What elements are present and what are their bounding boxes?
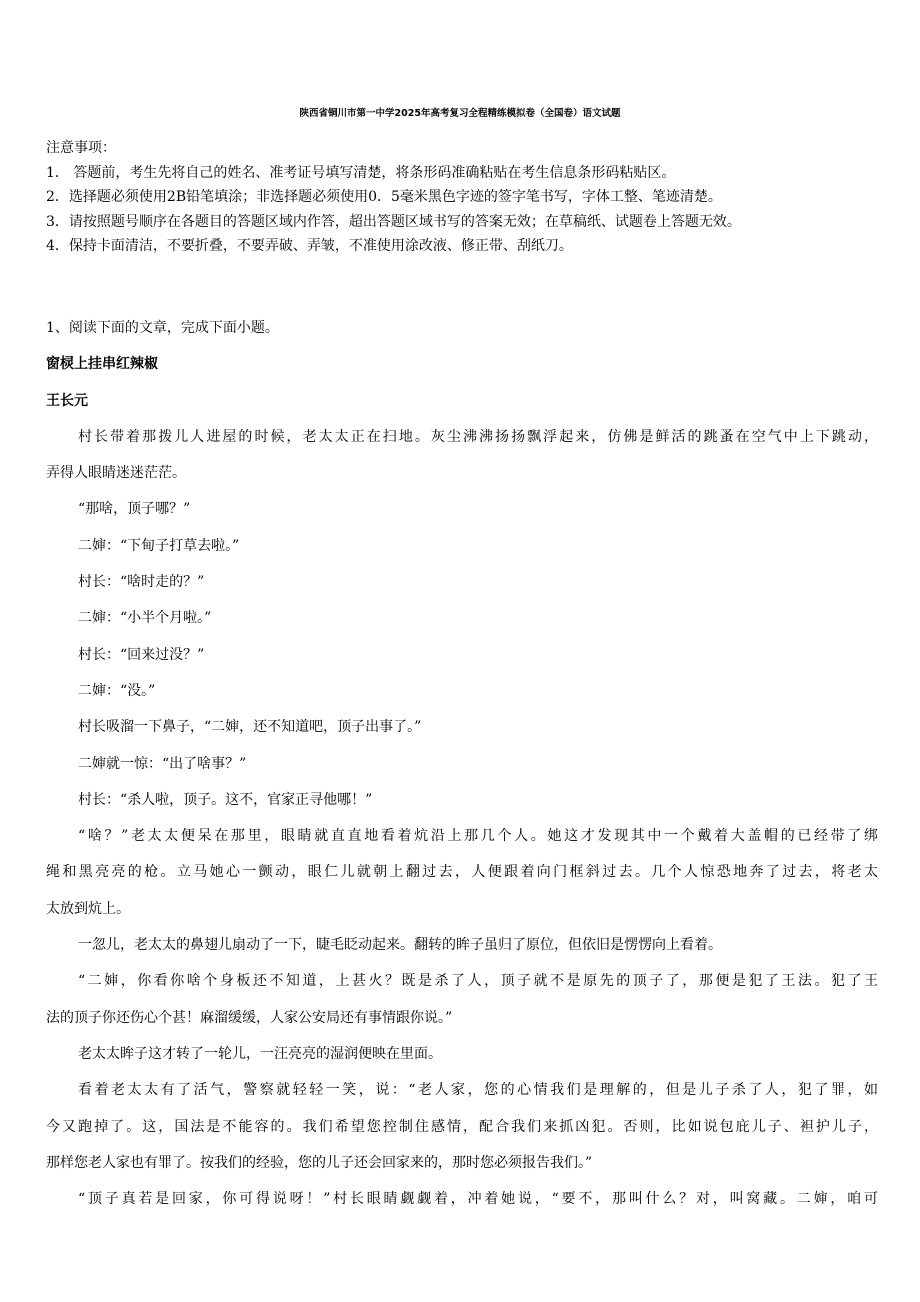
page-title: 陕西省铜川市第一中学2025年高考复习全程精练模拟卷（全国卷）语文试题 <box>299 108 621 119</box>
notes-heading: 注意事项： <box>46 140 116 156</box>
article-line: 今又跑掉了。这，国法是不能容的。我们希望您控制住感情，配合我们来抓凶犯。否则，比如说包庇儿子、袒护儿子， <box>46 1118 878 1135</box>
article-line: “啥？”老太太便呆在那里，眼睛就直直地看着炕沿上那几个人。她这才发现其中一个戴着大盖帽的已经带了绑 <box>78 828 878 845</box>
question-body <box>46 310 878 1217</box>
question-prompt: 1、阅读下面的文章，完成下面小题。 <box>46 320 279 336</box>
article-line: “二婶，你看你啥个身板还不知道，上甚火？既是杀了人，顶子就不是原先的顶子了，那便是犯了王法。犯了王 <box>78 973 878 990</box>
article-line: 二婶：“下甸子打草去啦。” <box>78 537 240 554</box>
article-line: 村长带着那拨儿人进屋的时候，老太太正在扫地。灰尘沸沸扬扬飘浮起来，仿佛是鲜活的跳蚤在空气中上下跳动， <box>78 428 878 445</box>
article-line: 那样您老人家也有罪了。按我们的经验，您的儿子还会回家来的，那时您必须报告我们。” <box>46 1154 593 1171</box>
article-line: 村长：“回来过没？” <box>78 646 205 663</box>
article-line: “顶子真若是回家，你可得说呀！”村长眼睛觑觑着，冲着她说，“要不，那叫什么？对，叫窝藏。二婶，咱可 <box>78 1191 878 1208</box>
article-line: 绳和黑亮亮的枪。立马她心一颤动，眼仁儿就朝上翻过去，人便跟着向门框斜过去。几个人惊恐地奔了过去，将老太 <box>46 864 878 881</box>
notes-item: 4．保持卡面清洁，不要折叠，不要弄破、弄皱，不准使用涂改液、修正带、刮纸刀。 <box>46 238 573 254</box>
article-line: 二婶：“小半个月啦。” <box>78 610 212 627</box>
article-line: 弄得人眼睛迷迷茫茫。 <box>46 465 186 482</box>
article-line: 村长吸溜一下鼻子，“二婶，还不知道吧，顶子出事了。” <box>78 719 422 736</box>
article-line: 村长：“啥时走的？” <box>78 574 205 591</box>
article-line: 村长：“杀人啦，顶子。这不，官家正寻他哪！” <box>78 791 373 808</box>
article-line: 法的顶子你还伤心个甚！麻溜缓缓，人家公安局还有事情跟你说。” <box>46 1009 453 1026</box>
notes-item: 3．请按照题号顺序在各题目的答题区域内作答，超出答题区域书写的答案无效；在草稿纸、试题卷上答题无效。 <box>46 213 741 230</box>
article-title: 窗棂上挂串红辣椒 <box>46 356 158 373</box>
article-author: 王长元 <box>46 392 88 409</box>
article-line: 二婶：“没。” <box>78 682 156 699</box>
notes-item: 2．选择题必须使用2B铅笔填涂；非选择题必须使用0．5毫米黑色字迹的签字笔书写，字体工整、笔迹清楚。 <box>46 189 722 205</box>
article-line: 一忽儿，老太太的鼻翅儿扇动了一下，睫毛眨动起来。翻转的眸子虽归了原位，但依旧是愣愣向上看着。 <box>78 937 722 954</box>
exam-notes <box>46 136 886 259</box>
article-line: “那啥，顶子哪？” <box>78 501 191 518</box>
article-line: 老太太眸子这才转了一轮儿，一汪亮亮的湿润便映在里面。 <box>78 1045 442 1062</box>
notes-item: 1． 答题前，考生先将自己的姓名、准考证号填写清楚，将条形码准确粘贴在考生信息条形码粘贴区。 <box>46 164 676 181</box>
article-line: 太放到炕上。 <box>46 900 130 917</box>
article-line: 看着老太太有了活气，警察就轻轻一笑，说：“老人家，您的心情我们是理解的，但是儿子杀了人，犯了罪，如 <box>78 1082 878 1099</box>
article-line: 二婶就一惊：“出了啥事？” <box>78 755 247 772</box>
